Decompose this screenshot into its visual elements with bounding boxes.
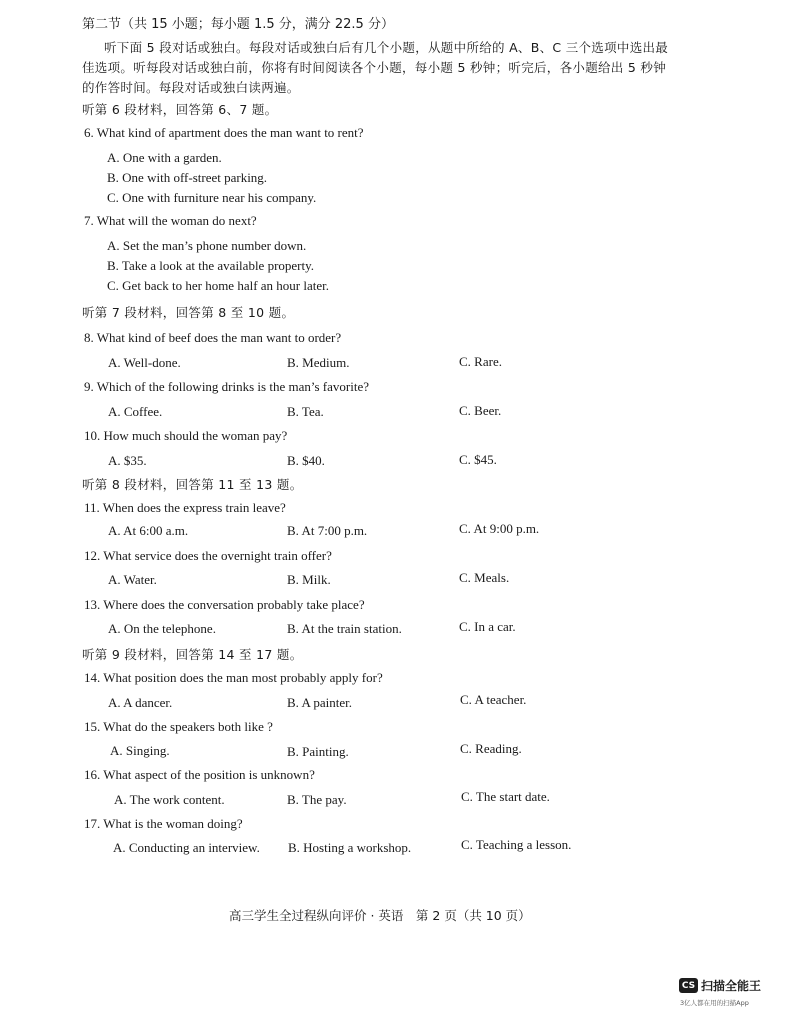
option-c: C. Rare. bbox=[459, 354, 502, 369]
option-b: B. The pay. bbox=[287, 792, 347, 807]
option-c: C. In a car. bbox=[459, 619, 516, 634]
group-label: 听第 9 段材料，回答第 14 至 17 题。 bbox=[82, 647, 303, 662]
question-stem: 9. Which of the following drinks is the man’s favorite? bbox=[84, 379, 369, 394]
scanner-brand-name: 扫描全能王 bbox=[701, 979, 762, 993]
option-c: C. Get back to her home half an hour later. bbox=[107, 278, 330, 293]
group-label: 听第 7 段材料，回答第 8 至 10 题。 bbox=[82, 305, 295, 320]
option-a: A. A dancer. bbox=[108, 695, 173, 710]
option-c: C. $45. bbox=[459, 452, 497, 467]
option-a: A. On the telephone. bbox=[108, 621, 216, 636]
question-stem: 6. What kind of apartment does the man want to rent? bbox=[84, 125, 364, 140]
option-b: B. Tea. bbox=[287, 404, 324, 419]
scanner-tagline: 3亿人都在用的扫描App bbox=[680, 999, 749, 1007]
option-a: A. Conducting an interview. bbox=[113, 840, 260, 855]
option-b: B. Milk. bbox=[287, 572, 331, 587]
option-c: C. The start date. bbox=[461, 789, 550, 804]
page-footer: 高三学生全过程纵向评价 · 英语 第 2 页（共 10 页） bbox=[229, 908, 531, 923]
scanner-logo-icon: CS bbox=[679, 978, 698, 993]
option-b: B. $40. bbox=[287, 453, 325, 468]
question-stem: 10. How much should the woman pay? bbox=[84, 428, 288, 443]
question-stem: 11. When does the express train leave? bbox=[84, 500, 286, 515]
option-a: A. At 6:00 a.m. bbox=[108, 523, 189, 538]
option-c: C. One with furniture near his company. bbox=[107, 190, 317, 205]
option-b: B. Hosting a workshop. bbox=[288, 840, 412, 855]
question-stem: 13. Where does the conversation probably take place? bbox=[84, 597, 365, 612]
option-c: C. At 9:00 p.m. bbox=[459, 521, 540, 536]
instruction-line: 的作答时间。每段对话或独白读两遍。 bbox=[82, 80, 300, 95]
question-stem: 7. What will the woman do next? bbox=[84, 213, 257, 228]
option-c: C. Teaching a lesson. bbox=[461, 837, 572, 852]
question-stem: 17. What is the woman doing? bbox=[84, 816, 243, 831]
option-a: A. Coffee. bbox=[108, 404, 163, 419]
option-c: C. Beer. bbox=[459, 403, 502, 418]
instruction-line: 佳选项。听每段对话或独白前，你将有时间阅读各个小题，每小题 5 秒钟；听完后，各小题给出 5 秒钟 bbox=[82, 60, 667, 75]
question-stem: 16. What aspect of the position is unknown? bbox=[84, 767, 315, 782]
option-c: C. A teacher. bbox=[460, 692, 527, 707]
question-stem: 12. What service does the overnight train offer? bbox=[84, 548, 332, 563]
option-b: B. Painting. bbox=[287, 744, 349, 759]
instruction-line: 听下面 5 段对话或独白。每段对话或独白后有几个小题，从题中所给的 A、B、C 三个选项中选出最 bbox=[104, 40, 669, 55]
option-c: C. Meals. bbox=[459, 570, 510, 585]
option-b: B. A painter. bbox=[287, 695, 352, 710]
question-stem: 8. What kind of beef does the man want to order? bbox=[84, 330, 342, 345]
option-b: B. At 7:00 p.m. bbox=[287, 523, 368, 538]
question-stem: 15. What do the speakers both like ? bbox=[84, 719, 273, 734]
option-a: A. $35. bbox=[108, 453, 147, 468]
option-a: A. The work content. bbox=[114, 792, 225, 807]
option-b: B. Take a look at the available property. bbox=[107, 258, 315, 273]
group-label: 听第 8 段材料，回答第 11 至 13 题。 bbox=[82, 477, 303, 492]
option-a: A. Singing. bbox=[110, 743, 170, 758]
option-a: A. Water. bbox=[108, 572, 157, 587]
section-header: 第二节（共 15 小题；每小题 1.5 分，满分 22.5 分） bbox=[82, 17, 394, 32]
option-c: C. Reading. bbox=[460, 741, 522, 756]
option-b: B. One with off-street parking. bbox=[107, 170, 268, 185]
option-b: B. At the train station. bbox=[287, 621, 402, 636]
option-a: A. Well-done. bbox=[108, 355, 181, 370]
option-a: A. One with a garden. bbox=[107, 150, 222, 165]
question-stem: 14. What position does the man most probably apply for? bbox=[84, 670, 383, 685]
option-b: B. Medium. bbox=[287, 355, 350, 370]
option-a: A. Set the man’s phone number down. bbox=[107, 238, 307, 253]
group-label: 听第 6 段材料，回答第 6、7 题。 bbox=[82, 102, 278, 117]
